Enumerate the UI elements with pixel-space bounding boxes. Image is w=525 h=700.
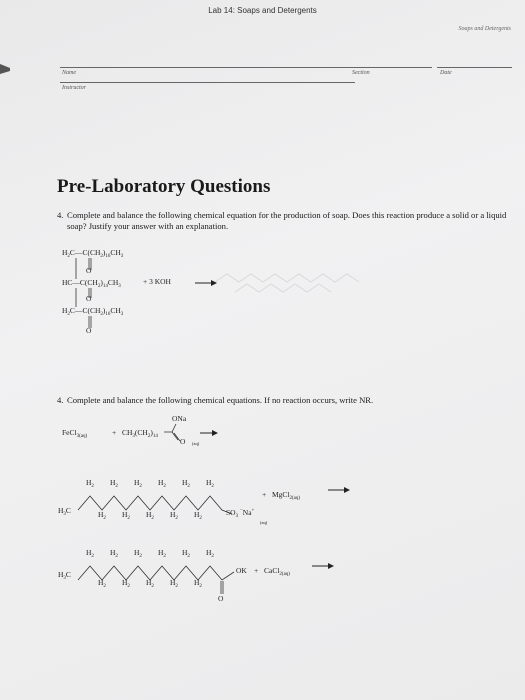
eq2-h2-bottom-1: $H_2$ xyxy=(98,510,106,521)
question-2-text: Complete and balance the following chemical equations. If no reaction occurs, write NR. xyxy=(67,395,374,405)
triglyceride-row-1: $H_2C—C(CH_2)_{16}CH_3$ xyxy=(62,248,124,259)
name-line xyxy=(60,67,355,68)
instructor-label: Instructor xyxy=(62,85,86,91)
carbonyl-o-1: O xyxy=(86,266,92,275)
eq1-carbonyl-o: O xyxy=(180,437,186,446)
eq3-ok: OK xyxy=(236,566,247,575)
reaction-arrow-3 xyxy=(328,486,350,494)
eq2-h2-top-6: $H_2$ xyxy=(206,478,214,489)
bleed-through-structure xyxy=(215,262,385,302)
eq3-h2-top-1: $H_2$ xyxy=(86,548,94,559)
date-label: Date xyxy=(440,70,452,76)
eq2-h2-bottom-4: $H_2$ xyxy=(170,510,178,521)
page-header-title: Lab 14: Soaps and Detergents xyxy=(208,6,317,15)
eq1-fecl3: FeCl$_{3(aq)}$ xyxy=(62,428,88,439)
eq3-h2-top-6: $H_2$ xyxy=(206,548,214,559)
triglyceride-row-2: $HC—C(CH_2)_{14}CH_3$ xyxy=(62,278,121,289)
eq3-h2-top-4: $H_2$ xyxy=(158,548,166,559)
eq2-h2-bottom-2: $H_2$ xyxy=(122,510,130,521)
eq2-so3-na: $SO_3$ −Na+ xyxy=(226,508,255,519)
eq2-mgcl2: MgCl$_{2(aq)}$ xyxy=(272,490,301,501)
eq1-ona: ONa xyxy=(172,414,187,423)
question-1-number: 4. xyxy=(57,210,64,220)
date-line xyxy=(437,67,512,68)
eq3-h2-top-2: $H_2$ xyxy=(110,548,118,559)
eq2-sulfonate-structure xyxy=(58,478,358,528)
carbonyl-o-2: O xyxy=(86,294,92,303)
section-heading: Pre-Laboratory Questions xyxy=(57,176,271,197)
eq1-plus: + xyxy=(112,428,117,437)
eq3-h2-top-3: $H_2$ xyxy=(134,548,142,559)
eq2-h2-top-2: $H_2$ xyxy=(110,478,118,489)
eq3-h3c: $H_3C$ xyxy=(58,570,71,581)
eq3-h2-top-5: $H_2$ xyxy=(182,548,190,559)
section-line xyxy=(350,67,432,68)
eq2-state: (aq) xyxy=(260,520,268,525)
corner-label: Soaps and Detergents xyxy=(458,26,511,32)
reaction-arrow-4 xyxy=(312,562,334,570)
name-label: Name xyxy=(62,70,76,76)
eq3-h2-bottom-5: $H_2$ xyxy=(194,578,202,589)
question-2-number: 4. xyxy=(57,395,64,405)
eq3-carboxylate-structure xyxy=(58,548,358,618)
reaction-arrow-2 xyxy=(200,429,218,437)
eq2-h2-top-3: $H_2$ xyxy=(134,478,142,489)
eq3-h2-bottom-4: $H_2$ xyxy=(170,578,178,589)
eq1-carboxylate-chain: $CH_3(CH_2)_{14}$ xyxy=(122,428,158,439)
eq2-h2-top-5: $H_2$ xyxy=(182,478,190,489)
eq3-h2-bottom-3: $H_2$ xyxy=(146,578,154,589)
eq2-h2-top-4: $H_2$ xyxy=(158,478,166,489)
eq2-h3c: $H_3C$ xyxy=(58,506,71,517)
koh-reagent: + 3 KOH xyxy=(143,277,171,286)
eq3-cacl2: CaCl$_{2(aq)}$ xyxy=(264,566,290,577)
binder-clip-icon xyxy=(0,62,12,76)
eq1-state: (aq) xyxy=(192,441,200,446)
carbonyl-o-3: O xyxy=(86,326,92,335)
eq2-plus: + xyxy=(262,490,267,499)
triglyceride-row-3: $H_2C—C(CH_2)_{16}CH_3$ xyxy=(62,306,124,317)
eq3-h2-bottom-2: $H_2$ xyxy=(122,578,130,589)
eq2-h2-bottom-3: $H_2$ xyxy=(146,510,154,521)
eq3-plus: + xyxy=(254,566,259,575)
section-label: Section xyxy=(352,70,370,76)
reaction-arrow-1 xyxy=(195,279,217,287)
eq2-h2-bottom-5: $H_2$ xyxy=(194,510,202,521)
eq3-h2-bottom-1: $H_2$ xyxy=(98,578,106,589)
question-1-text: Complete and balance the following chemical equation for the production of soap. Does this reaction produce a solid or a liquid soap? Justify your answer with an explanation. xyxy=(67,210,507,231)
triglyceride-structure xyxy=(62,248,232,343)
eq2-h2-top-1: $H_2$ xyxy=(86,478,94,489)
eq3-carbonyl-o: O xyxy=(218,594,224,603)
instructor-line xyxy=(60,82,355,83)
